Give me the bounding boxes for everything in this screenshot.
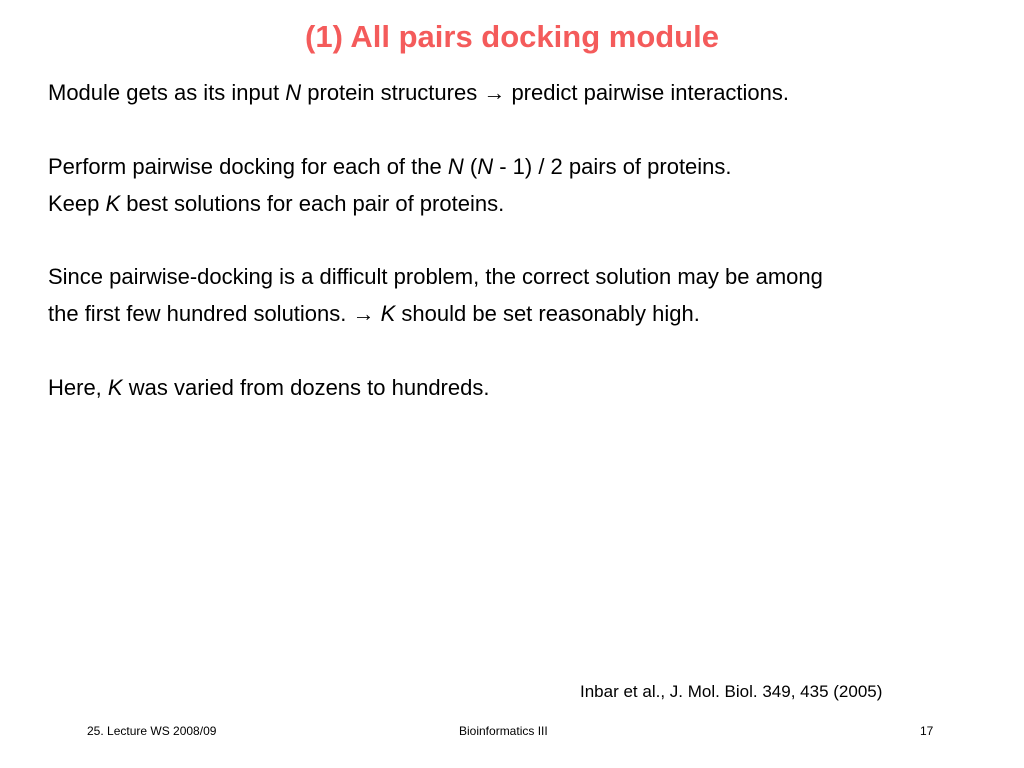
text-run: - 1) / 2 pairs of proteins. bbox=[493, 154, 732, 179]
text-run: best solutions for each pair of proteins. bbox=[120, 191, 505, 216]
text-run-italic: N bbox=[447, 154, 464, 179]
body-line-keep bbox=[48, 189, 504, 219]
footer-course: Bioinformatics III bbox=[459, 724, 548, 738]
text-run: protein structures bbox=[301, 80, 484, 105]
footer-lecture: 25. Lecture WS 2008/09 bbox=[87, 724, 217, 738]
text-run-italic: K bbox=[105, 191, 121, 216]
text-run: predict pairwise interactions. bbox=[505, 80, 790, 105]
text-run: ( bbox=[463, 154, 478, 179]
text-run: should be set reasonably high. bbox=[395, 301, 700, 326]
citation: Inbar et al., J. Mol. Biol. 349, 435 (2005) bbox=[580, 682, 883, 701]
arrow-right-icon: → bbox=[352, 301, 375, 326]
text-run-italic: K bbox=[380, 301, 396, 326]
text-run: the first few hundred solutions. bbox=[48, 301, 353, 326]
text-run: Here, bbox=[48, 375, 108, 400]
text-run-italic: K bbox=[107, 375, 123, 400]
body-line-input bbox=[48, 78, 789, 108]
text-run: Module gets as its input bbox=[48, 80, 286, 105]
text-run-italic: N bbox=[477, 154, 494, 179]
body-line-difficulty bbox=[48, 262, 823, 292]
text-run: Keep bbox=[48, 191, 106, 216]
body-line-here bbox=[48, 373, 489, 403]
text-run: Perform pairwise docking for each of the bbox=[48, 154, 448, 179]
arrow-right-icon: → bbox=[483, 80, 506, 105]
slide-title: (1) All pairs docking module bbox=[305, 19, 719, 54]
body-line-pairwise bbox=[48, 152, 732, 182]
text-run: Since pairwise-docking is a difficult problem, the correct solution may be among bbox=[48, 264, 823, 289]
body-line-set-k bbox=[48, 299, 700, 329]
page-number: 17 bbox=[920, 724, 934, 738]
text-run: was varied from dozens to hundreds. bbox=[122, 375, 490, 400]
text-run-italic: N bbox=[285, 80, 302, 105]
